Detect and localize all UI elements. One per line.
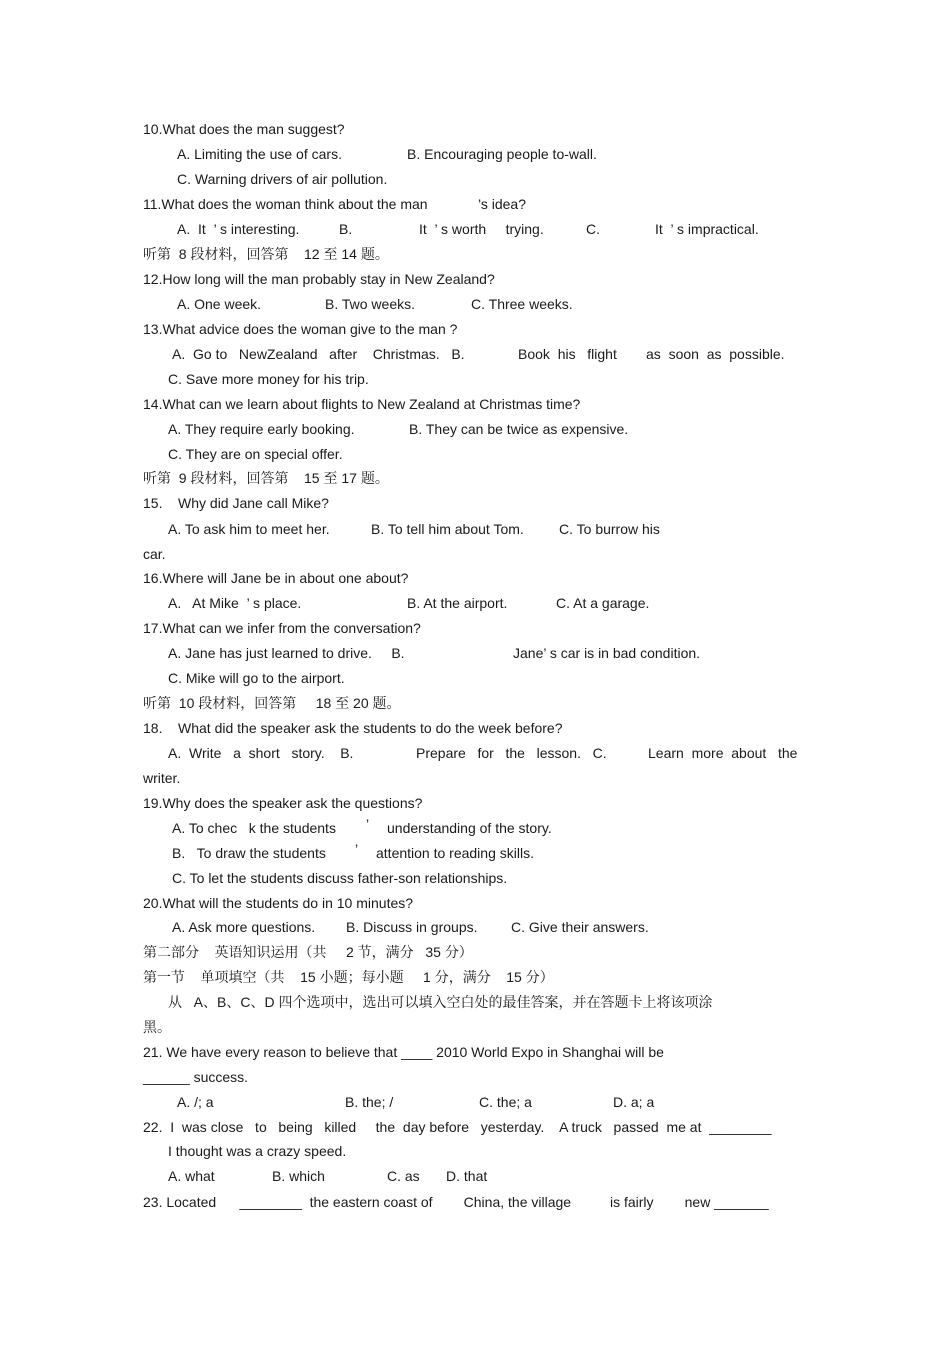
option-21c: C. the; a [479, 1094, 532, 1110]
section-instruction-9: 听第 9 段材料，回答第 15 至 17 题。 [143, 470, 389, 486]
option-15a: A. To ask him to meet her. [168, 521, 330, 537]
section-one-instruction-cont: 黑。 [143, 1019, 171, 1035]
option-14a: A. They require early booking. [168, 421, 355, 437]
option-10c: C. Warning drivers of air pollution. [177, 171, 388, 187]
option-16a: A. At Mike ’ s place. [168, 595, 302, 611]
option-13b-part1: Book his flight [518, 346, 617, 362]
question-17: 17.What can we infer from the conversation? [143, 620, 421, 636]
option-22d: D. that [446, 1168, 488, 1184]
option-19a: A. To chec k the students [172, 820, 336, 836]
option-13a: A. Go to NewZealand after Christmas. B. [172, 346, 465, 362]
option-11c: It ’ s impractical. [655, 221, 759, 237]
option-22b: B. which [272, 1168, 325, 1184]
option-13c: C. Save more money for his trip. [168, 371, 369, 387]
option-10b: B. Encouraging people to-wall. [407, 146, 597, 162]
option-17a: A. Jane has just learned to drive. B. [168, 645, 405, 661]
question-16: 16.Where will Jane be in about one about? [143, 570, 409, 586]
section-instruction-8: 听第 8 段材料，回答第 12 至 14 题。 [143, 246, 389, 262]
option-16b: B. At the airport. [407, 595, 508, 611]
part-two-heading: 第二部分 英语知识运用（共 2 节，满分 35 分） [143, 944, 473, 960]
section-one-heading: 第一节 单项填空（共 15 小题；每小题 1 分，满分 15 分） [143, 969, 554, 985]
option-18a: A. Write a short story. B. [168, 745, 354, 761]
option-20c: C. Give their answers. [511, 919, 649, 935]
question-10: 10.What does the man suggest? [143, 121, 345, 137]
option-17b: Jane’ s car is in bad condition. [513, 645, 701, 661]
question-21-cont: ______ success. [143, 1069, 249, 1085]
option-19b: B. To draw the students [172, 845, 326, 861]
option-22a: A. what [168, 1168, 215, 1184]
option-15c: C. To burrow his [559, 521, 660, 537]
option-21d: D. a; a [613, 1094, 655, 1110]
section-one-instruction: 从 A、B、C、D 四个选项中，选出可以填入空白处的最佳答案，并在答题卡上将该项涂 [168, 994, 713, 1010]
option-14c: C. They are on special offer. [168, 446, 343, 462]
option-18c: Learn more about the [648, 745, 798, 761]
option-19a-cont: understanding of the story. [387, 820, 552, 836]
option-19a-apostrophe: ’ [366, 816, 370, 832]
option-22c: C. as [387, 1168, 420, 1184]
section-instruction-10: 听第 10 段材料，回答第 18 至 20 题。 [143, 695, 401, 711]
option-12c: C. Three weeks. [471, 296, 573, 312]
option-15c-cont: car. [143, 546, 166, 562]
question-13: 13.What advice does the woman give to the man ? [143, 321, 458, 337]
option-20a: A. Ask more questions. [172, 919, 316, 935]
option-10a: A. Limiting the use of cars. [177, 146, 342, 162]
option-19c: C. To let the students discuss father-son relationships. [172, 870, 508, 886]
question-12: 12.How long will the man probably stay in New Zealand? [143, 271, 495, 287]
question-19: 19.Why does the speaker ask the questions? [143, 795, 423, 811]
option-21a: A. /; a [177, 1094, 214, 1110]
option-11c-letter: C. [586, 221, 600, 237]
question-20: 20.What will the students do in 10 minutes? [143, 895, 414, 911]
option-11a: A. It ’ s interesting. [177, 221, 300, 237]
option-12b: B. Two weeks. [325, 296, 416, 312]
question-15: 15. Why did Jane call Mike? [143, 495, 329, 511]
question-11-tail: ’s idea? [478, 196, 527, 212]
question-11: 11.What does the woman think about the man [143, 196, 428, 212]
option-17c: C. Mike will go to the airport. [168, 670, 345, 686]
option-18c-cont: writer. [143, 770, 181, 786]
question-22-cont: I thought was a crazy speed. [168, 1143, 347, 1159]
option-12a: A. One week. [177, 296, 262, 312]
option-18b: Prepare for the lesson. C. [416, 745, 607, 761]
option-15b: B. To tell him about Tom. [371, 521, 524, 537]
question-18: 18. What did the speaker ask the students to do the week before? [143, 720, 563, 736]
option-11b-letter: B. [339, 221, 353, 237]
option-13b-part2: as soon as possible. [646, 346, 785, 362]
question-23: 23. Located ________ the eastern coast of China, the village is fairly new _______ [143, 1194, 769, 1210]
option-21b: B. the; / [345, 1094, 394, 1110]
option-19b-apostrophe: ’ [355, 841, 359, 857]
option-16c: C. At a garage. [556, 595, 650, 611]
question-21: 21. We have every reason to believe that ____ 2010 World Expo in Shanghai will be [143, 1044, 664, 1060]
option-20b: B. Discuss in groups. [346, 919, 478, 935]
question-22: 22. I was close to being killed the day before yesterday. A truck passed me at ________ [143, 1119, 772, 1135]
question-14: 14.What can we learn about flights to New Zealand at Christmas time? [143, 396, 581, 412]
option-11b: It ’ s worth trying. [419, 221, 544, 237]
option-14b: B. They can be twice as expensive. [409, 421, 629, 437]
option-19b-cont: attention to reading skills. [376, 845, 534, 861]
